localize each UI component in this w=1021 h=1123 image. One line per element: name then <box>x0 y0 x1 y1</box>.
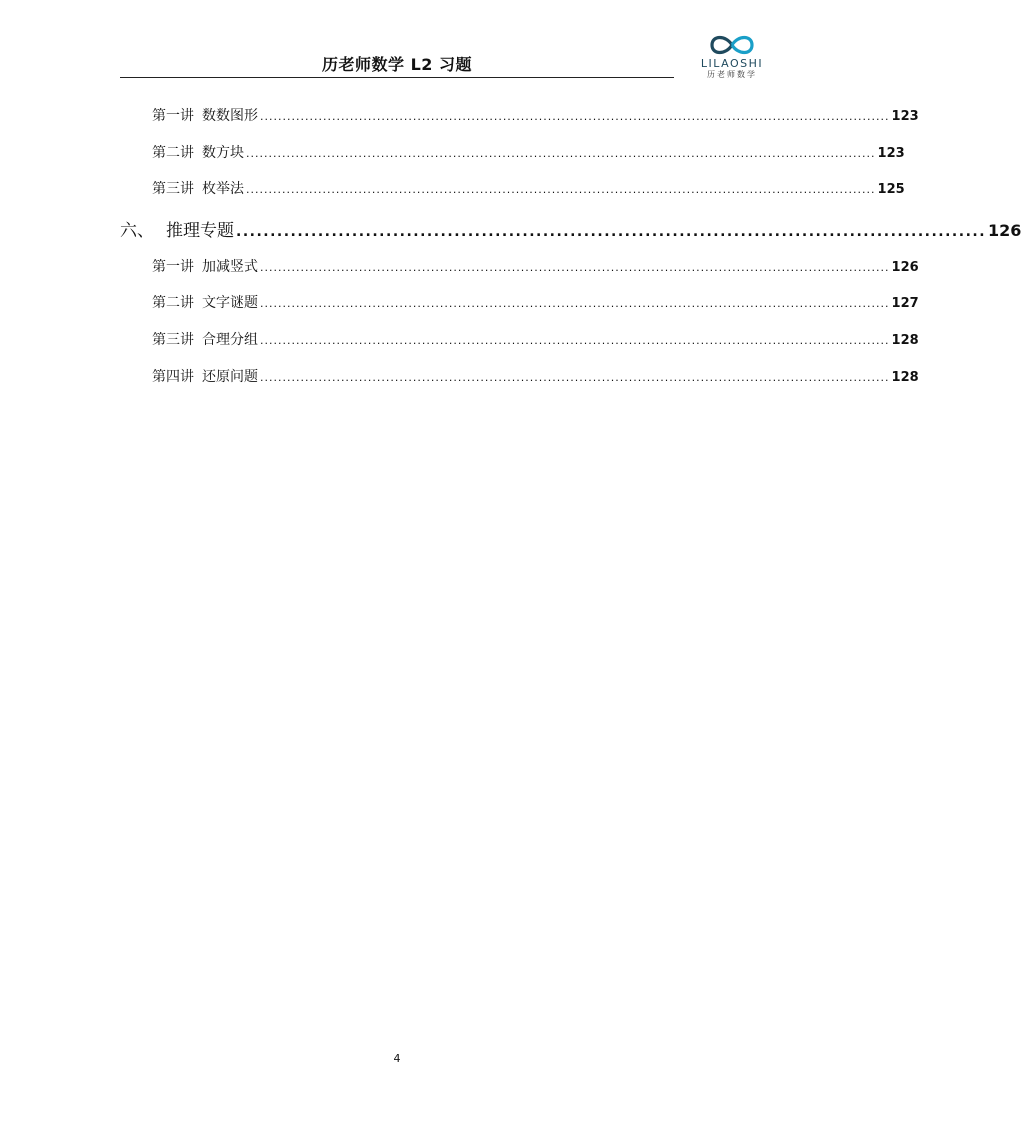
toc-entry[interactable] <box>152 105 919 125</box>
toc-entry-title: 数方块 <box>202 145 244 161</box>
page-number: 4 <box>393 1052 401 1065</box>
toc-entry-number: 第一讲 <box>152 108 194 124</box>
logo-wordmark: LILAOSHI <box>700 57 764 70</box>
dot-leader: ............................................................................................................................................ <box>260 371 890 384</box>
toc-entry-number: 第二讲 <box>152 145 194 161</box>
toc-entry-title: 合理分组 <box>202 332 258 348</box>
toc-entry[interactable] <box>152 142 905 162</box>
header-title: 历老师数学 L2 习题 <box>322 55 472 74</box>
toc-entry-page: 128 <box>891 333 919 348</box>
toc-entry-page: 127 <box>891 296 919 311</box>
toc-entry-label <box>120 216 234 241</box>
toc-entry-title: 枚举法 <box>202 181 244 197</box>
toc-entry-page: 126 <box>988 221 1021 240</box>
dot-leader: ............................................................................................................................................ <box>260 261 890 274</box>
brand-logo <box>692 32 772 92</box>
toc-entry[interactable] <box>152 292 919 312</box>
header-divider <box>120 77 674 78</box>
toc-entry[interactable] <box>152 178 905 198</box>
toc-entry-number: 第三讲 <box>152 181 194 197</box>
toc-entry-title: 数数图形 <box>202 108 258 124</box>
toc-entry-number: 第二讲 <box>152 295 194 311</box>
dot-leader: ............................................................................................................................................ <box>260 110 890 123</box>
toc-entry-page: 126 <box>891 260 919 275</box>
toc-entry[interactable] <box>152 329 919 349</box>
toc-entry-label <box>152 292 258 312</box>
dot-leader: ............................................................................................................................................ <box>246 147 876 160</box>
toc-entry[interactable] <box>152 366 919 386</box>
toc-entry-label <box>152 256 258 276</box>
toc-entry-page: 125 <box>877 182 905 197</box>
dot-leader: ............................................................................................................................................ <box>246 183 876 196</box>
dot-leader: ............................................................................................................................................ <box>260 297 890 310</box>
toc-entry-label <box>152 178 244 198</box>
toc-entry-page: 123 <box>877 146 905 161</box>
toc-entry-label <box>152 366 258 386</box>
toc-entry-number: 第三讲 <box>152 332 194 348</box>
toc-entry-page: 128 <box>891 370 919 385</box>
toc-entry-label <box>152 142 244 162</box>
logo-subtext: 历老师数学 <box>707 70 757 79</box>
toc-entry-number: 第四讲 <box>152 369 194 385</box>
toc-entry-title: 加减竖式 <box>202 259 258 275</box>
toc-chapter-entry[interactable] <box>120 216 1021 241</box>
toc-chapter-number: 六、 <box>120 221 154 241</box>
infinity-logo-icon <box>706 32 758 58</box>
toc-entry-number: 第一讲 <box>152 259 194 275</box>
toc-entry-label <box>152 329 258 349</box>
toc-entry-label <box>152 105 258 125</box>
toc-entry[interactable] <box>152 256 919 276</box>
toc-entry-page: 123 <box>891 109 919 124</box>
toc-chapter-title: 推理专题 <box>166 221 234 241</box>
toc-entry-title: 文字谜题 <box>202 295 258 311</box>
dot-leader: ............................................................................................................................................ <box>260 334 890 347</box>
toc-entry-title: 还原问题 <box>202 369 258 385</box>
dot-leader: .............................................................................................................. <box>236 224 987 240</box>
